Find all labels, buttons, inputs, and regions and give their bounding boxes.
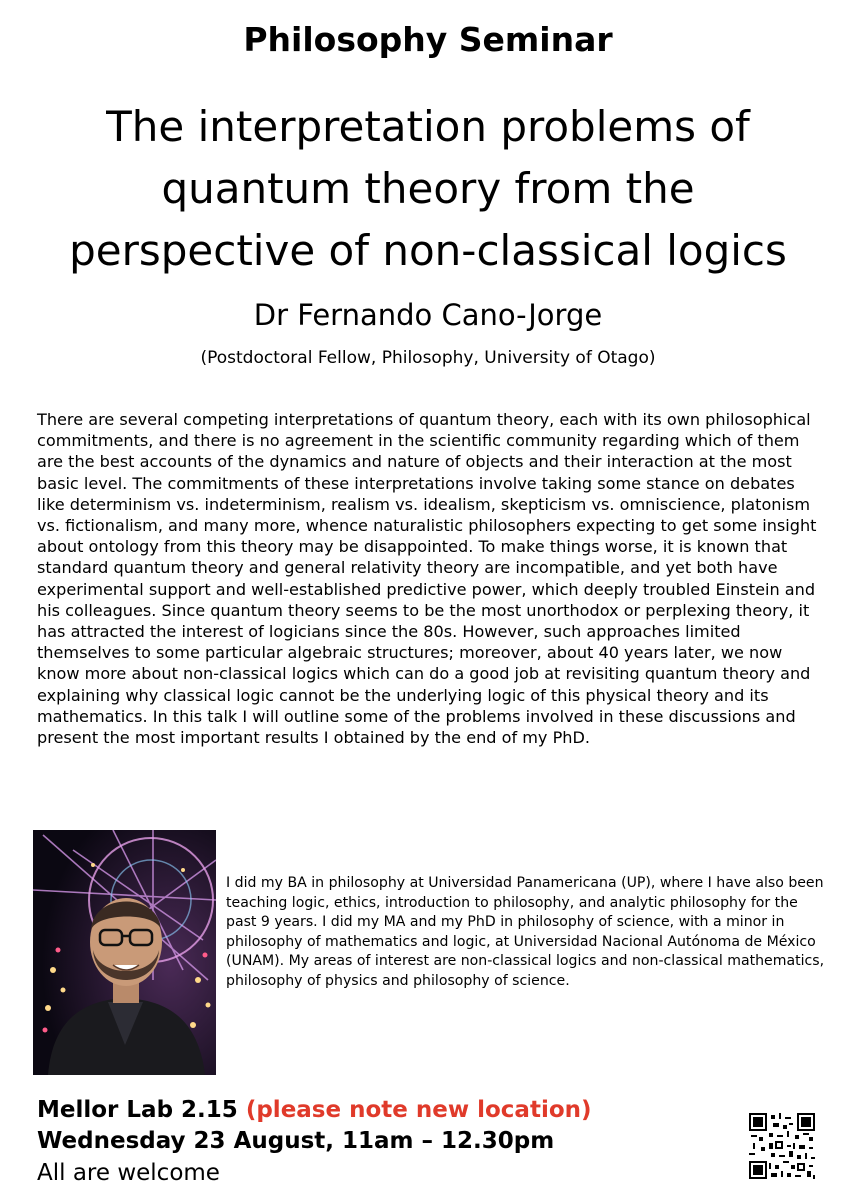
abstract-text: There are several competing interpretations of quantum theory, each with its own philosophical commitments, and there is no agreement in the scientific community regarding which of them are the best accounts of the dynamics and nature of objects and their interaction at the most basic level. The commitments of these interpretations involve taking some stance on debates like determinism vs. indeterminism, realism vs. idealism, skepticism vs. omniscience, platonism vs. fictionalism, and many more, whence naturalistic philosophers expecting to get some insight about ontology from this theory may be disappointed. To make things worse, it is known that standard quantum theory and general relativity theory are incompatible, and yet both have experimental support and well-established predictive power, which deeply troubled Einstein and his colleagues. Since quantum theory seems to be the most unorthodox or perplexing theory, it has attracted the interest of logicians since the 80s. However, such approaches limited themselves to some particular algebraic structures; moreover, about 40 years later, we now know more about non-classical logics which can do a good job at revisiting quantum theory and explaining why classical logic cannot be the underlying logic of this physical theory and its mathematics. In this talk I will outline some of the problems involved in these discussions and present the most important results I obtained by the end of my PhD. [37, 410, 817, 748]
seminar-series-heading: Philosophy Seminar [243, 20, 613, 59]
event-datetime: Wednesday 23 August, 11am – 12.30pm [37, 1128, 555, 1154]
location-note: (please note new location) [245, 1097, 592, 1123]
welcome-note: All are welcome [37, 1160, 220, 1186]
speaker-bio: I did my BA in philosophy at Universidad Panamericana (UP), where I have also been teaching logic, ethics, introduction to philosophy, and analytic philosophy for the past 9 years. I did my MA and my PhD in philosophy of science, with a minor in philosophy of mathematics and logic, at Universidad Nacional Autónoma de México (UNAM). My areas of interest are non-classical logics and non-classical mathematics, philosophy of physics and philosophy of science. [226, 875, 825, 989]
speaker-portrait-icon [33, 830, 216, 1075]
talk-title: The interpretation problems of quantum theory from the perspective of non-classical logics [69, 102, 787, 275]
speaker-photo [33, 830, 216, 1075]
location-room: Mellor Lab 2.15 [37, 1097, 238, 1123]
speaker-name: Dr Fernando Cano-Jorge [253, 298, 603, 332]
qr-code-icon[interactable] [749, 1113, 815, 1179]
speaker-affiliation: (Postdoctoral Fellow, Philosophy, University of Otago) [200, 348, 656, 368]
event-location [37, 1097, 592, 1123]
